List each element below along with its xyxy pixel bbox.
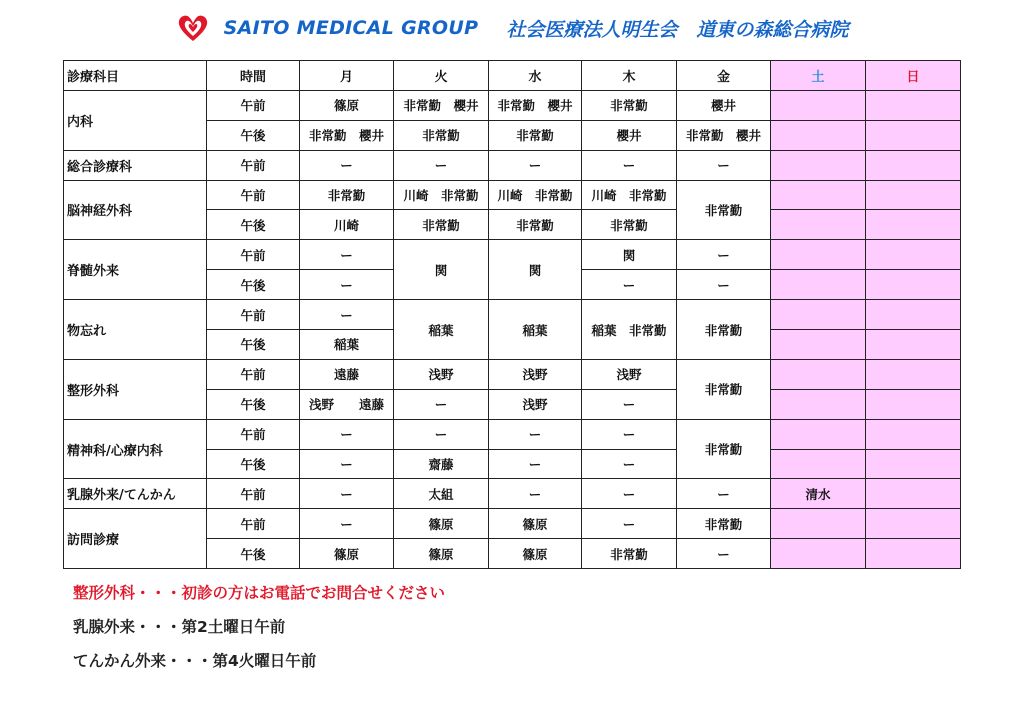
sat-cell bbox=[771, 300, 866, 330]
schedule-cell: 川崎 bbox=[300, 210, 394, 240]
sat-cell bbox=[771, 330, 866, 360]
table-row bbox=[64, 150, 961, 180]
dept-naika: 内科 bbox=[64, 90, 207, 150]
page-header bbox=[0, 10, 1024, 46]
schedule-cell: ー bbox=[489, 449, 582, 479]
time-cell: 午前 bbox=[207, 479, 300, 509]
time-cell: 午前 bbox=[207, 240, 300, 270]
schedule-cell: 稲葉 非常勤 bbox=[582, 300, 677, 360]
schedule-cell: 非常勤 bbox=[582, 210, 677, 240]
schedule-cell: ー bbox=[582, 449, 677, 479]
dept-seishin: 精神科/心療内科 bbox=[64, 419, 207, 479]
header-sun: 日 bbox=[866, 61, 961, 91]
schedule-cell: ー bbox=[300, 479, 394, 509]
sun-cell bbox=[866, 509, 961, 539]
schedule-cell: 非常勤 bbox=[677, 359, 771, 419]
schedule-cell: ー bbox=[394, 389, 489, 419]
schedule-cell: ー bbox=[300, 509, 394, 539]
schedule-cell: 稲葉 bbox=[300, 330, 394, 360]
sat-cell bbox=[771, 120, 866, 150]
sat-cell bbox=[771, 150, 866, 180]
sun-cell bbox=[866, 330, 961, 360]
header-dept: 診療科目 bbox=[64, 61, 207, 91]
schedule-cell: 浅野 bbox=[489, 359, 582, 389]
schedule-cell: 非常勤 bbox=[677, 300, 771, 360]
time-cell: 午後 bbox=[207, 210, 300, 240]
sun-cell bbox=[866, 150, 961, 180]
schedule-cell: 稲葉 bbox=[489, 300, 582, 360]
header-time: 時間 bbox=[207, 61, 300, 91]
time-cell: 午前 bbox=[207, 359, 300, 389]
time-cell: 午前 bbox=[207, 419, 300, 449]
sun-cell bbox=[866, 359, 961, 389]
sun-cell bbox=[866, 539, 961, 569]
heart-ribbon-logo-icon bbox=[176, 12, 210, 44]
hospital-name: 社会医療法人明生会 道東の森総合病院 bbox=[506, 18, 849, 41]
sat-cell bbox=[771, 240, 866, 270]
sun-cell bbox=[866, 270, 961, 300]
sun-cell bbox=[866, 120, 961, 150]
sun-cell bbox=[866, 300, 961, 330]
dept-nyusen: 乳腺外来/てんかん bbox=[64, 479, 207, 509]
schedule-cell: ー bbox=[300, 419, 394, 449]
schedule-cell: ー bbox=[677, 270, 771, 300]
schedule-cell: 川崎 非常勤 bbox=[489, 180, 582, 210]
sun-cell bbox=[866, 449, 961, 479]
schedule-cell: 遠藤 bbox=[300, 359, 394, 389]
schedule-cell: ー bbox=[489, 150, 582, 180]
time-cell: 午後 bbox=[207, 389, 300, 419]
time-cell: 午後 bbox=[207, 539, 300, 569]
schedule-cell: 稲葉 bbox=[394, 300, 489, 360]
schedule-cell: 非常勤 bbox=[677, 180, 771, 240]
schedule-cell: 非常勤 櫻井 bbox=[300, 120, 394, 150]
schedule-cell: 関 bbox=[394, 240, 489, 300]
header-mon: 月 bbox=[300, 61, 394, 91]
header-tue: 火 bbox=[394, 61, 489, 91]
schedule-cell: 齋藤 bbox=[394, 449, 489, 479]
schedule-cell: 櫻井 bbox=[677, 90, 771, 120]
schedule-cell: ー bbox=[677, 150, 771, 180]
table-header-row bbox=[64, 61, 961, 91]
schedule-cell: 川崎 非常勤 bbox=[394, 180, 489, 210]
header-thu: 木 bbox=[582, 61, 677, 91]
schedule-cell: 篠原 bbox=[394, 509, 489, 539]
group-name: SAITO MEDICAL GROUP bbox=[223, 17, 479, 39]
table-row bbox=[64, 419, 961, 449]
schedule-cell: ー bbox=[300, 300, 394, 330]
header-wed: 水 bbox=[489, 61, 582, 91]
time-cell: 午後 bbox=[207, 120, 300, 150]
time-cell: 午前 bbox=[207, 90, 300, 120]
schedule-cell: 篠原 bbox=[489, 539, 582, 569]
schedule-cell: ー bbox=[582, 150, 677, 180]
time-cell: 午前 bbox=[207, 150, 300, 180]
dept-monowasure: 物忘れ bbox=[64, 300, 207, 360]
sun-cell bbox=[866, 479, 961, 509]
schedule-cell: ー bbox=[677, 539, 771, 569]
schedule-cell: ー bbox=[394, 419, 489, 449]
sat-cell bbox=[771, 359, 866, 389]
time-cell: 午後 bbox=[207, 270, 300, 300]
sun-cell bbox=[866, 419, 961, 449]
schedule-cell: 浅野 bbox=[489, 389, 582, 419]
schedule-cell: 非常勤 櫻井 bbox=[489, 90, 582, 120]
dept-noshinkei: 脳神経外科 bbox=[64, 180, 207, 240]
schedule-cell: ー bbox=[300, 240, 394, 270]
time-cell: 午前 bbox=[207, 180, 300, 210]
time-cell: 午前 bbox=[207, 300, 300, 330]
header-fri: 金 bbox=[677, 61, 771, 91]
schedule-cell: 非常勤 bbox=[582, 539, 677, 569]
seikei-note: 整形外科・・・初診の方はお電話でお問合せください bbox=[73, 584, 446, 602]
sat-cell bbox=[771, 509, 866, 539]
schedule-cell: ー bbox=[489, 479, 582, 509]
schedule-cell: 浅野 bbox=[394, 359, 489, 389]
schedule-cell: ー bbox=[677, 479, 771, 509]
table-row bbox=[64, 479, 961, 509]
sat-cell bbox=[771, 270, 866, 300]
schedule-cell: 非常勤 bbox=[394, 120, 489, 150]
schedule-cell: 川崎 非常勤 bbox=[582, 180, 677, 210]
header-sat: 土 bbox=[771, 61, 866, 91]
schedule-cell: ー bbox=[582, 509, 677, 539]
dept-homon: 訪問診療 bbox=[64, 509, 207, 569]
schedule-cell: 非常勤 bbox=[394, 210, 489, 240]
schedule-cell: ー bbox=[582, 270, 677, 300]
schedule-cell: ー bbox=[300, 270, 394, 300]
dept-sogo: 総合診療科 bbox=[64, 150, 207, 180]
schedule-cell: 非常勤 bbox=[677, 419, 771, 479]
schedule-cell: 非常勤 bbox=[582, 90, 677, 120]
schedule-cell: 関 bbox=[489, 240, 582, 300]
sun-cell bbox=[866, 90, 961, 120]
sun-cell bbox=[866, 210, 961, 240]
nyusen-note: 乳腺外来・・・第2土曜日午前 bbox=[73, 618, 286, 636]
table-row bbox=[64, 359, 961, 389]
schedule-cell: ー bbox=[677, 240, 771, 270]
schedule-cell: 非常勤 bbox=[677, 509, 771, 539]
schedule-cell: 篠原 bbox=[489, 509, 582, 539]
table-row bbox=[64, 300, 961, 330]
schedule-cell: ー bbox=[582, 479, 677, 509]
table-row bbox=[64, 90, 961, 120]
schedule-cell: ー bbox=[582, 389, 677, 419]
sat-cell bbox=[771, 539, 866, 569]
sun-cell bbox=[866, 240, 961, 270]
table-row bbox=[64, 240, 961, 270]
tenkan-note: てんかん外来・・・第4火曜日午前 bbox=[73, 652, 317, 670]
sat-cell bbox=[771, 449, 866, 479]
schedule-cell: 浅野 遠藤 bbox=[300, 389, 394, 419]
schedule-cell: 非常勤 bbox=[489, 120, 582, 150]
notes-section bbox=[73, 578, 953, 680]
schedule-cell: 非常勤 bbox=[300, 180, 394, 210]
sat-cell bbox=[771, 180, 866, 210]
schedule-cell: ー bbox=[394, 150, 489, 180]
sat-cell: 清水 bbox=[771, 479, 866, 509]
schedule-cell: 非常勤 bbox=[489, 210, 582, 240]
schedule-cell: 篠原 bbox=[300, 90, 394, 120]
schedule-cell: ー bbox=[300, 150, 394, 180]
table-row bbox=[64, 509, 961, 539]
schedule-cell: 非常勤 櫻井 bbox=[394, 90, 489, 120]
dept-seikei: 整形外科 bbox=[64, 359, 207, 419]
schedule-cell: 篠原 bbox=[300, 539, 394, 569]
time-cell: 午前 bbox=[207, 509, 300, 539]
schedule-cell: 非常勤 櫻井 bbox=[677, 120, 771, 150]
schedule-cell: ー bbox=[489, 419, 582, 449]
schedule-cell: 櫻井 bbox=[582, 120, 677, 150]
schedule-cell: ー bbox=[300, 449, 394, 479]
sun-cell bbox=[866, 389, 961, 419]
time-cell: 午後 bbox=[207, 449, 300, 479]
schedule-cell: 篠原 bbox=[394, 539, 489, 569]
sun-cell bbox=[866, 180, 961, 210]
dept-sekizui: 脊髄外来 bbox=[64, 240, 207, 300]
schedule-cell: 太組 bbox=[394, 479, 489, 509]
time-cell: 午後 bbox=[207, 330, 300, 360]
sat-cell bbox=[771, 419, 866, 449]
schedule-cell: 関 bbox=[582, 240, 677, 270]
schedule-cell: ー bbox=[582, 419, 677, 449]
sat-cell bbox=[771, 210, 866, 240]
table-row bbox=[64, 180, 961, 210]
schedule-cell: 浅野 bbox=[582, 359, 677, 389]
sat-cell bbox=[771, 90, 866, 120]
sat-cell bbox=[771, 389, 866, 419]
schedule-table bbox=[63, 60, 961, 569]
